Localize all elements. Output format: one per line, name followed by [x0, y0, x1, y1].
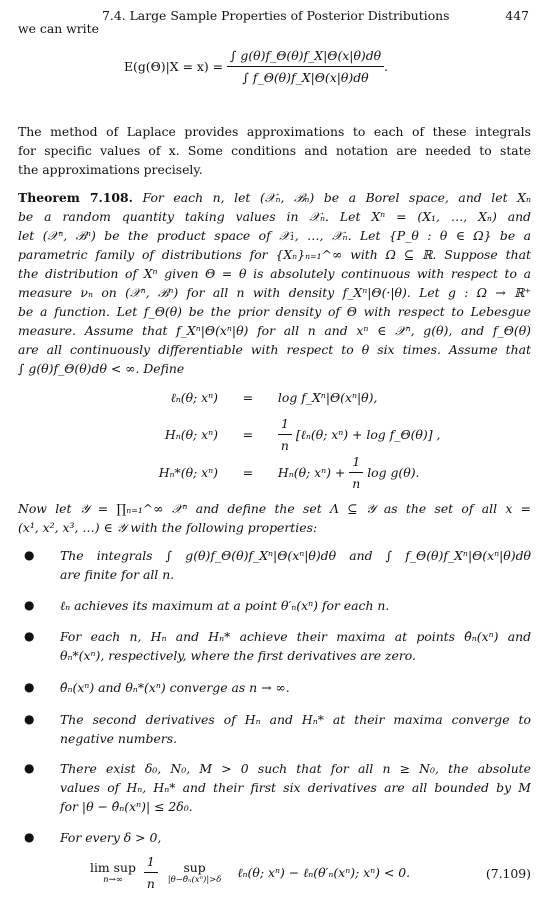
theorem-text: For each n, let (𝒳ₙ, ℬₙ) be a Borel space, and let Xₙ	[142, 190, 531, 205]
equation-posterior-mean	[124, 46, 388, 87]
list-item-line: ℓₙ achieves its maximum at a point θ′ₙ(xⁿ) for each n.	[60, 598, 390, 613]
bullet-icon: ●	[24, 680, 35, 694]
paragraph-line: for specific values of x. Some conditions and notation are needed to state	[18, 143, 531, 158]
list-item	[60, 546, 531, 584]
definition-equals: =	[242, 427, 254, 442]
theorem-line: measure νₙ on (𝒳ⁿ, ℬⁿ) for all n with density f_Xⁿ|Θ(·|θ). Let g : Ω → ℝ⁺	[18, 285, 531, 300]
fraction-one-over-n: $\frac{1}{n}$	[144, 852, 158, 893]
paragraph-line: the approximations precisely.	[18, 162, 203, 177]
definition-lhs: ℓₙ(θ; xⁿ)	[170, 390, 218, 405]
list-item-line: negative numbers.	[60, 731, 178, 746]
definition-rhs: [ℓₙ(θ; xⁿ) + log f_Θ(θ)] ,	[295, 427, 441, 442]
definition-row	[134, 452, 420, 493]
list-item-line: The integrals ∫ g(θ)f_Θ(θ)f_Xⁿ|Θ(xⁿ|θ)dθ and ∫ f_Θ(θ)f_Xⁿ|Θ(xⁿ|θ)dθ	[60, 548, 531, 563]
bullet-icon: ●	[24, 712, 35, 726]
equation-denominator: ∫ f_Θ(θ)f_X|Θ(x|θ)dθ	[242, 70, 369, 85]
definition-equals: =	[242, 465, 254, 480]
fraction-one-over-n: $\frac{1}{n}$	[349, 452, 363, 493]
definition-equals: =	[242, 390, 254, 405]
list-item-line: for |θ − θ̂ₙ(xⁿ)| ≤ 2δ₀.	[60, 799, 193, 814]
bullet-icon: ●	[24, 830, 35, 844]
definition-lhs: Hₙ*(θ; xⁿ)	[158, 465, 218, 480]
text-line: (x¹, x², x³, …) ∈ 𝒴 with the following properties:	[18, 520, 318, 535]
theorem-line: let (𝒳ⁿ, ℬⁿ) be the product space of 𝒳₁, …, 𝒳ₙ. Let {P_θ : θ ∈ Ω} be a	[18, 228, 531, 243]
theorem-line: be a random quantity taking values in 𝒳ₙ. Let Xⁿ = (X₁, …, Xₙ) and	[18, 209, 531, 224]
paragraph-line: The method of Laplace provides approximations to each of these integrals	[18, 124, 531, 139]
list-item-line: θₙ*(xⁿ), respectively, where the first derivatives are zero.	[60, 648, 416, 663]
list-item-line: θ̂ₙ(xⁿ) and θₙ*(xⁿ) converge as n → ∞.	[60, 680, 290, 695]
theorem-line: parametric family of distributions for {Xₙ}ₙ₌₁^∞ with Ω ⊆ ℝ. Suppose that	[18, 247, 531, 262]
limsup-operator	[90, 860, 136, 885]
equation-lhs: E(g(Θ)|X = x) =	[124, 59, 224, 74]
list-item-line: The second derivatives of Hₙ and Hₙ* at their maxima converge to	[60, 712, 531, 727]
list-item-line: are finite for all n.	[60, 567, 175, 582]
bullet-icon: ●	[24, 548, 35, 562]
limsup-text: lim sup	[90, 860, 136, 875]
equation-body: ℓₙ(θ; xⁿ) − ℓₙ(θ′ₙ(xⁿ); xⁿ) < 0.	[237, 865, 411, 880]
definition-rhs: log g(θ).	[367, 465, 420, 480]
fraction-one-over-n: $\frac{1}{n}$	[278, 414, 292, 455]
limsup-subscript: n→∞	[103, 875, 123, 885]
definition-rhs: log f_Xⁿ|Θ(xⁿ|θ),	[277, 390, 378, 405]
section-title: 7.4. Large Sample Properties of Posterior Distributions	[102, 8, 450, 23]
equation-fraction	[227, 46, 384, 87]
equation-numerator: ∫ g(θ)f_Θ(θ)f_X|Θ(x|θ)dθ	[227, 46, 384, 67]
list-item-line: values of Hₙ, Hₙ* and their first six derivatives are all bounded by M	[60, 780, 531, 795]
bullet-icon: ●	[24, 629, 35, 643]
text-line: Now let 𝒴 = ∏ₙ₌₁^∞ 𝒳ⁿ and define the set Λ ⊆ 𝒴 as the set of all x =	[18, 501, 531, 516]
equation-period: .	[384, 59, 389, 74]
theorem-line: be a function. Let f_Θ(θ) be the prior density of Θ with respect to Lebesgue	[18, 304, 531, 319]
list-item	[60, 596, 531, 615]
page-number: 447	[505, 8, 529, 23]
sup-text: sup	[183, 860, 206, 875]
theorem-line: ∫ g(θ)f_Θ(θ)dθ < ∞. Define	[18, 361, 185, 376]
theorem-label: Theorem 7.108.	[18, 190, 133, 205]
list-item	[60, 828, 531, 847]
bullet-icon: ●	[24, 598, 35, 612]
list-item-line: For every δ > 0,	[60, 830, 162, 845]
theorem-line: the distribution of Xⁿ given Θ = θ is absolutely continuous with respect to a	[18, 266, 531, 281]
equation-number: (7.109)	[485, 866, 531, 881]
equation-7-109	[90, 852, 531, 898]
list-item	[60, 678, 531, 697]
definition-row	[134, 414, 440, 455]
list-item-line: There exist δ₀, N₀, M > 0 such that for all n ≥ N₀, the absolute	[60, 761, 531, 776]
definition-lhs: Hₙ(θ; xⁿ)	[164, 427, 218, 442]
list-item	[60, 710, 531, 748]
list-item-line: For each n, Hₙ and Hₙ* achieve their maxima at points θ̂ₙ(xⁿ) and	[60, 629, 531, 644]
bullet-icon: ●	[24, 761, 35, 775]
sup-subscript: |θ−θ̂ₙ(xⁿ)|>δ	[167, 875, 222, 885]
definition-row	[134, 388, 377, 407]
list-item	[60, 627, 531, 665]
intro-text: we can write	[18, 21, 99, 36]
list-item	[60, 759, 531, 816]
definition-rhs-prefix: Hₙ(θ; xⁿ) +	[277, 465, 346, 480]
theorem-line: are all continuously differentiable with respect to θ six times. Assume that	[18, 342, 531, 357]
theorem-line: measure. Assume that f_Xⁿ|Θ(xⁿ|θ) for all n and xⁿ ∈ 𝒳ⁿ, g(θ), and f_Θ(θ)	[18, 323, 531, 338]
sup-operator	[168, 860, 222, 885]
